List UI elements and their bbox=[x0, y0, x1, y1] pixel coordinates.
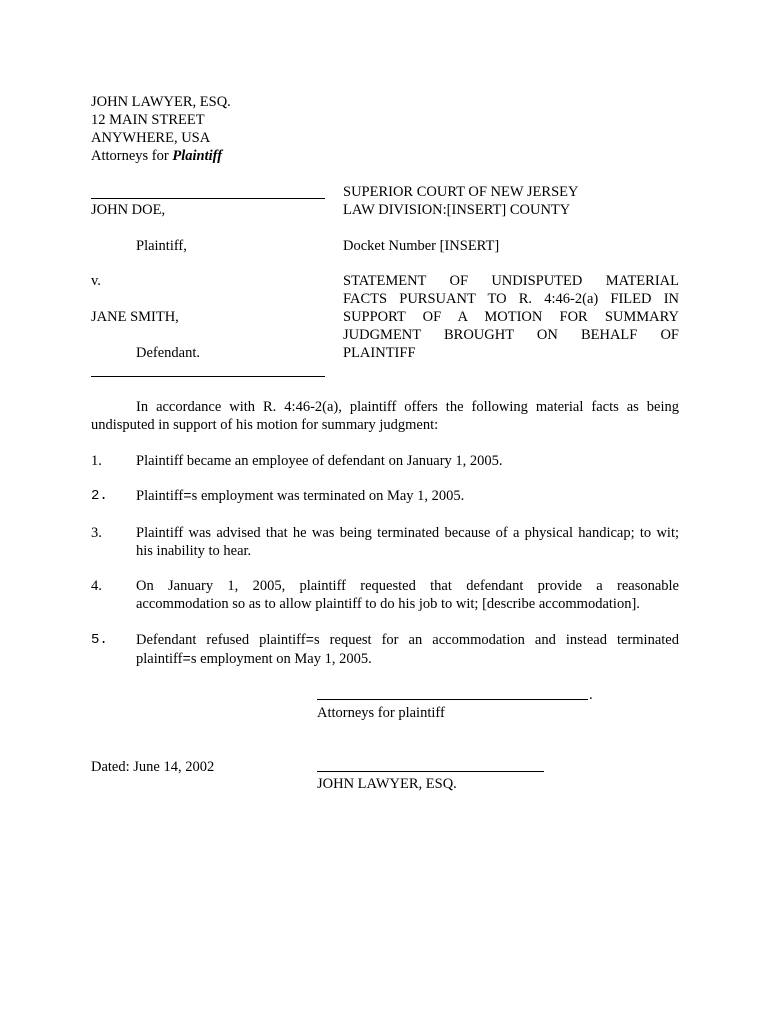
signer-name: JOHN LAWYER, ESQ. bbox=[317, 776, 457, 792]
document-title-line: STATEMENT OF UNDISPUTED MATERIAL bbox=[343, 273, 679, 289]
fact-number: 5. bbox=[91, 632, 108, 648]
fact-text: Plaintiff=s employment was terminated on May 1, 2005. bbox=[136, 488, 465, 505]
plaintiff-name: JOHN DOE, bbox=[91, 202, 166, 218]
intro-line: undisputed in support of his motion for summary judgment: bbox=[91, 417, 439, 433]
court-division: LAW DIVISION:[INSERT] COUNTY bbox=[343, 202, 571, 218]
court-name: SUPERIOR COURT OF NEW JERSEY bbox=[343, 184, 579, 200]
attorneys-for-prefix: Attorneys for bbox=[91, 148, 173, 164]
signer-signature-line bbox=[317, 771, 544, 772]
intro-line: In accordance with R. 4:46-2(a), plaintiff offers the following material facts as being bbox=[136, 399, 679, 415]
caption-bottom-rule bbox=[91, 376, 325, 377]
fact-text: accommodation so as to allow plaintiff to do his job to wit; [describe accommodation]. bbox=[136, 596, 640, 612]
document-title-line: FACTS PURSUANT TO R. 4:46-2(a) FILED IN bbox=[343, 291, 679, 307]
fact-text: Defendant refused plaintiff=s request for an accommodation and instead terminated bbox=[136, 632, 679, 649]
fact-text: On January 1, 2005, plaintiff requested that defendant provide a reasonable bbox=[136, 578, 679, 594]
fact-text: Plaintiff was advised that he was being terminated because of a physical handicap; to wit; bbox=[136, 525, 679, 541]
document-title-line: PLAINTIFF bbox=[343, 345, 416, 361]
attorney-signature-line bbox=[317, 699, 588, 700]
document-title-line: SUPPORT OF A MOTION FOR SUMMARY bbox=[343, 309, 679, 325]
fact-text: Plaintiff became an employee of defendant on January 1, 2005. bbox=[136, 453, 503, 469]
plaintiff-role: Plaintiff, bbox=[136, 238, 187, 254]
signature-line-period: . bbox=[589, 687, 593, 703]
caption-top-rule bbox=[91, 198, 325, 199]
fact-number: 4. bbox=[91, 578, 102, 594]
defendant-role: Defendant. bbox=[136, 345, 201, 361]
date-line: Dated: June 14, 2002 bbox=[91, 759, 215, 775]
fact-number: 3. bbox=[91, 525, 102, 541]
attorneys-for-party: Plaintiff bbox=[172, 148, 223, 164]
attorney-street: 12 MAIN STREET bbox=[91, 112, 205, 128]
docket-number: Docket Number [INSERT] bbox=[343, 238, 500, 254]
defendant-name: JANE SMITH, bbox=[91, 309, 179, 325]
fact-text: his inability to hear. bbox=[136, 543, 252, 559]
attorney-city: ANYWHERE, USA bbox=[91, 130, 211, 146]
fact-number: 2. bbox=[91, 488, 108, 504]
attorney-name: JOHN LAWYER, ESQ. bbox=[91, 94, 231, 110]
fact-text: plaintiff=s employment on May 1, 2005. bbox=[136, 651, 372, 668]
document-title-line: JUDGMENT BROUGHT ON BEHALF OF bbox=[343, 327, 679, 343]
fact-number: 1. bbox=[91, 453, 102, 469]
attorneys-for-line bbox=[91, 147, 222, 165]
attorneys-for-plaintiff-label: Attorneys for plaintiff bbox=[317, 705, 445, 721]
versus: v. bbox=[91, 273, 101, 289]
